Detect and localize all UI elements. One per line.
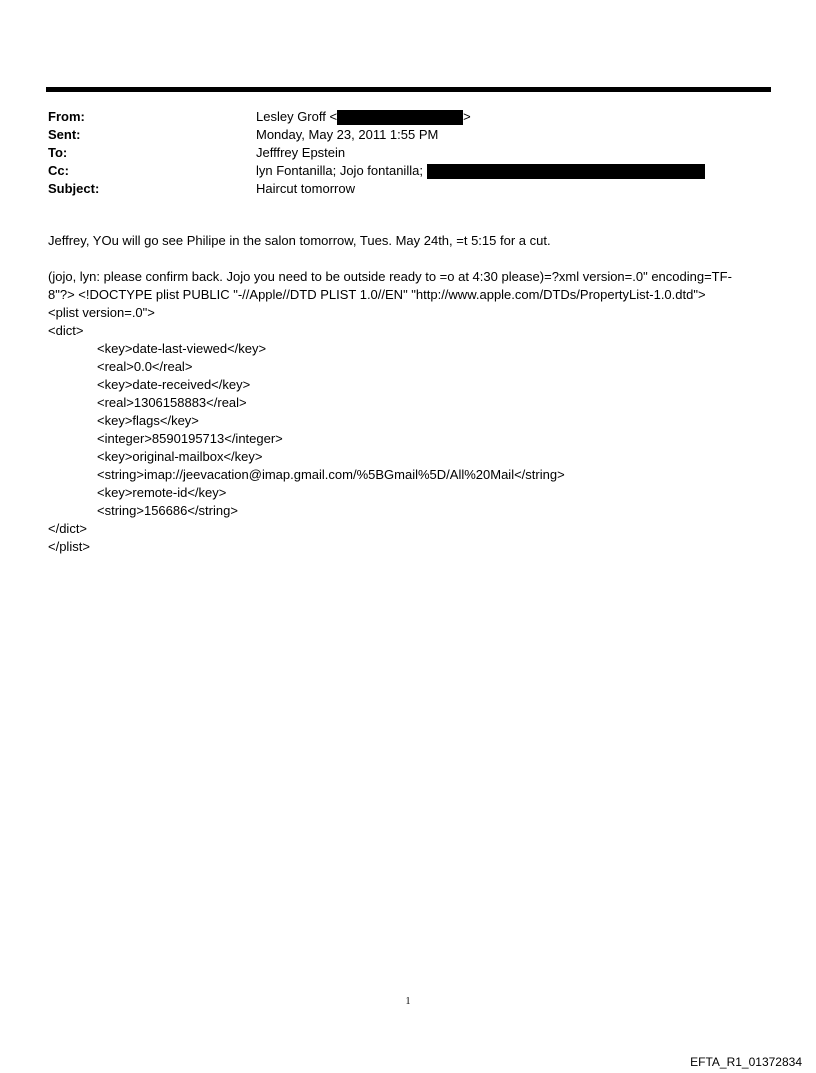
from-close: > (463, 109, 471, 124)
plist-line: <key>remote-id</key> (97, 485, 227, 500)
body-line: (jojo, lyn: please confirm back. Jojo you need to be outside ready to =o at 4:30 please)=?xml version=.0" encoding=TF- (48, 269, 732, 284)
body-line: </plist> (48, 539, 90, 554)
redaction-box (337, 110, 463, 125)
plist-line: <key>original-mailbox</key> (97, 449, 263, 464)
email-body (48, 232, 776, 556)
email-header (48, 108, 768, 198)
plist-line: <key>date-received</key> (97, 377, 251, 392)
subject-label: Subject: (48, 181, 100, 196)
plist-line: <real>1306158883</real> (97, 395, 247, 410)
redaction-box (427, 164, 705, 179)
from-label: From: (48, 109, 85, 124)
cc-label: Cc: (48, 163, 69, 178)
subject-value: Haircut tomorrow (256, 181, 355, 196)
body-line: <plist version=.0"> (48, 305, 155, 320)
to-value: Jefffrey Epstein (256, 145, 346, 160)
plist-line: <string>imap://jeevacation@imap.gmail.com/%5BGmail%5D/All%20Mail</string> (97, 467, 565, 482)
body-line: Jeffrey, YOu will go see Philipe in the salon tomorrow, Tues. May 24th, =t 5:15 for a cut. (48, 233, 551, 248)
sent-value: Monday, May 23, 2011 1:55 PM (256, 127, 439, 142)
plist-line: <real>0.0</real> (97, 359, 193, 374)
plist-line: <string>156686</string> (97, 503, 238, 518)
sent-label: Sent: (48, 127, 81, 142)
from-value: Lesley Groff < (256, 109, 338, 124)
page-number: 1 (405, 996, 411, 1007)
to-row (48, 144, 768, 162)
subject-row (48, 180, 768, 198)
header-rule (46, 87, 771, 92)
cc-value: lyn Fontanilla; Jojo fontanilla; (256, 163, 423, 178)
body-line: </dict> (48, 521, 88, 536)
from-row (48, 108, 768, 126)
body-line: <dict> (48, 323, 84, 338)
body-line: 8"?> <!DOCTYPE plist PUBLIC "-//Apple//DTD PLIST 1.0//EN" "http://www.apple.com/DTDs/PropertyList-1.0.dtd"> (48, 287, 706, 302)
document-id: EFTA_R1_01372834 (690, 1055, 802, 1069)
to-label: To: (48, 145, 68, 160)
plist-line: <integer>8590195713</integer> (97, 431, 283, 446)
sent-row (48, 126, 768, 144)
cc-row (48, 162, 768, 180)
plist-line: <key>date-last-viewed</key> (97, 341, 267, 356)
plist-line: <key>flags</key> (97, 413, 199, 428)
